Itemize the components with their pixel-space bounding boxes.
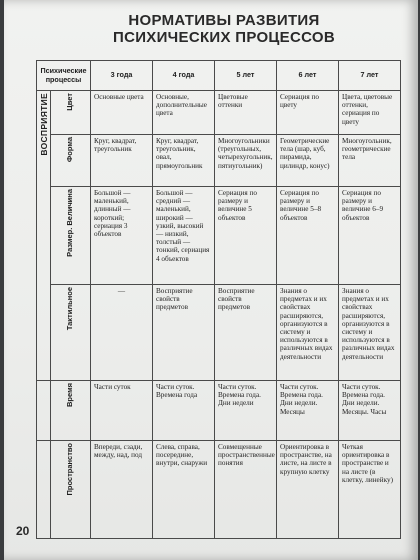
row-label: Цвет — [65, 93, 75, 111]
table-cell: Части суток. Времена года. Дни недели. Месяцы — [277, 381, 339, 441]
table-cell: Части суток. Времена года. Дни недели. Месяцы. Часы — [339, 381, 401, 441]
group-perception-cell — [37, 91, 51, 381]
table-cell: Знания о предметах и их свойствах расширяются, организуются в систему и используются в различных видах деятельности — [277, 285, 339, 381]
title-line-1: НОРМАТИВЫ РАЗВИТИЯ — [128, 12, 320, 29]
row-label: Пространство — [65, 443, 75, 496]
table-cell: Части суток. Времена года — [153, 381, 215, 441]
table-row-form — [37, 135, 401, 187]
table-header-row — [37, 61, 401, 91]
row-label: Время — [65, 383, 75, 407]
table-cell: Сериация по размеру и величине 6–9 объектов — [339, 187, 401, 285]
header-age-3: 3 года — [91, 61, 153, 91]
table-cell: Основные, дополнительные цвета — [153, 91, 215, 135]
page-title — [44, 12, 404, 46]
table-cell: Большой — маленький, длинный — короткий; сериация 3 объектов — [91, 187, 153, 285]
table-cell: Круг, квадрат, треугольник — [91, 135, 153, 187]
table-cell: Геометрические тела (шар, куб, пирамида, цилиндр, конус) — [277, 135, 339, 187]
table-cell: Слева, справа, посередине, внутри, снаружи — [153, 441, 215, 539]
empty-group-cell — [37, 441, 51, 539]
empty-group-cell — [37, 381, 51, 441]
header-age-7: 7 лет — [339, 61, 401, 91]
row-label: Размер. Величина — [65, 189, 75, 257]
header-age-5: 5 лет — [215, 61, 277, 91]
table-cell: Части суток — [91, 381, 153, 441]
table-cell: Четкая ориентировка в пространстве и на листе (в клетку, линейку) — [339, 441, 401, 539]
table-row-color — [37, 91, 401, 135]
table-cell: Круг, квадрат, треугольник, овал, прямоугольник — [153, 135, 215, 187]
table-row-size — [37, 187, 401, 285]
table-cell: Цвета, цветовые оттенки, сериация по цвету — [339, 91, 401, 135]
table-cell: Восприятие свойств предметов — [215, 285, 277, 381]
header-age-6: 6 лет — [277, 61, 339, 91]
header-age-4: 4 года — [153, 61, 215, 91]
table-cell: Ориентировка в пространстве, на листе, на листе в крупную клетку — [277, 441, 339, 539]
row-label-cell — [51, 381, 91, 441]
group-perception-label: ВОСПРИЯТИЕ — [39, 93, 49, 156]
table-cell: Сериация по размеру и величине 5–8 объектов — [277, 187, 339, 285]
table-cell: Сериация по цвету — [277, 91, 339, 135]
row-label: Тактильное — [65, 287, 75, 331]
table-cell: Многоугольник, геометрические тела — [339, 135, 401, 187]
table-cell: Основные цвета — [91, 91, 153, 135]
row-label-cell — [51, 441, 91, 539]
row-label-cell — [51, 135, 91, 187]
table-cell: Цветовые оттенки — [215, 91, 277, 135]
title-line-2: ПСИХИЧЕСКИХ ПРОЦЕССОВ — [113, 29, 335, 46]
table-cell: Многоугольники (треугольных, четырехугольник, пятиугольник) — [215, 135, 277, 187]
table-row-space — [37, 441, 401, 539]
header-process: Психические процессы — [37, 61, 91, 91]
table-cell: Части суток. Времена года. Дни недели — [215, 381, 277, 441]
row-label-cell — [51, 91, 91, 135]
table-row-tactile — [37, 285, 401, 381]
development-norms-table — [36, 60, 401, 539]
table-cell: — — [91, 285, 153, 381]
table-row-time — [37, 381, 401, 441]
row-label-cell — [51, 285, 91, 381]
table-cell: Большой — средний — маленький, широкий — узкий, высокий — низкий, толстый — тонкий, сериация 4 объектов — [153, 187, 215, 285]
table-cell: Впереди, сзади, между, над, под — [91, 441, 153, 539]
table-cell: Знания о предметах и их свойствах расширяются, организуются в систему и используются в различных видах деятельности — [339, 285, 401, 381]
book-page — [4, 0, 418, 560]
page-number: 20 — [16, 524, 30, 538]
table-cell: Сериация по размеру и величине 5 объектов — [215, 187, 277, 285]
table-cell: Совмещенные пространственные понятия — [215, 441, 277, 539]
row-label: Форма — [65, 137, 75, 163]
table-cell: Восприятие свойств предметов — [153, 285, 215, 381]
row-label-cell — [51, 187, 91, 285]
